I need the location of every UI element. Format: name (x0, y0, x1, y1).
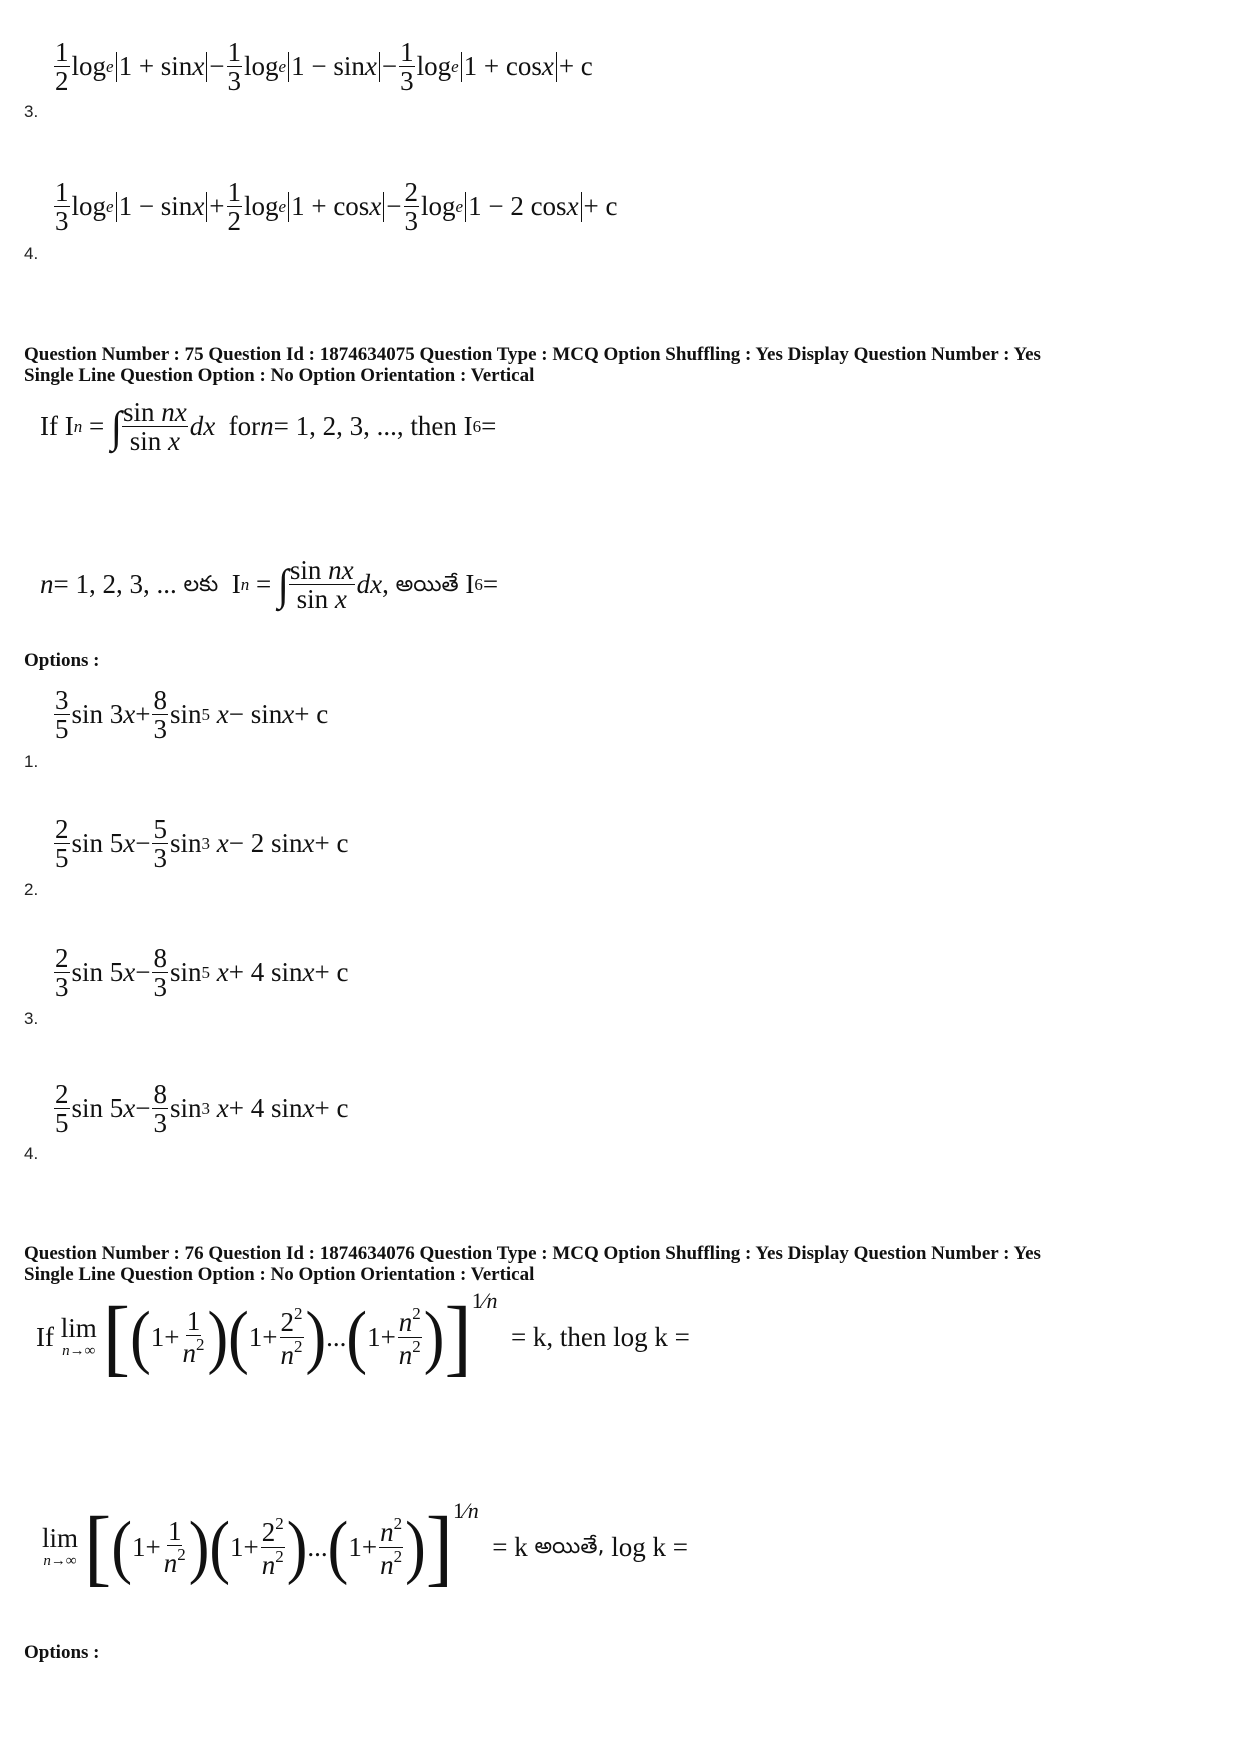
q76-telugu-word: అయితే, (534, 1534, 605, 1559)
q76-meta-line1: Question Number : 76 Question Id : 1874634076 Question Type : MCQ Option Shuffling : Yes Display Question Number : Yes (24, 1243, 1041, 1264)
q76-meta (24, 1243, 1041, 1285)
q76-question-english: If lim n→∞ [ ( 1+ $\frac{1}{n^2}$ ) ( 1+ $\frac{2^2}{n^2}$ ) ... ( 1+ $\frac{n^2}{n^2}$ ) ] 1⁄n = k, then log k = (36, 1288, 690, 1385)
prev-option-4-expression: $\frac{1}{3}$ log e 1 − sin x + $\frac{1}{2}$ log e 1 + cos x − $\frac{2}{3}$ log e 1 − 2 cos x + c (55, 177, 618, 237)
q75-options-label: Options : (24, 650, 100, 671)
q75-question-english: If I n = ∫ $\frac{\text{sin nx}}{\text{sin x}}$ dx for n = 1, 2, 3, ..., then I 6 = (40, 397, 497, 457)
q75-option-3-number: 3. (24, 1009, 39, 1028)
q76-meta-line2: Single Line Question Option : No Option Orientation : Vertical (24, 1264, 535, 1285)
q75-meta (24, 344, 1041, 386)
q75-meta-line1: Question Number : 75 Question Id : 1874634075 Question Type : MCQ Option Shuffling : Yes Display Question Number : Yes (24, 344, 1041, 365)
q75-option-3-expression[interactable]: $\frac{2}{3}$ sin 5 x − $\frac{8}{3}$ sin 5 x + 4 sin x + c (55, 943, 349, 1003)
q75-telugu-word2: అయితే (395, 571, 459, 597)
q75-option-4-number: 4. (24, 1144, 39, 1163)
q75-meta-line2: Single Line Question Option : No Option Orientation : Vertical (24, 365, 535, 386)
prev-option-3-number: 3. (24, 102, 39, 121)
q75-option-1-number: 1. (24, 752, 39, 771)
q75-option-2-expression[interactable]: $\frac{2}{5}$ sin 5 x − $\frac{5}{3}$ sin 3 x − 2 sin x + c (55, 814, 349, 874)
prev-option-3-expression: $\frac{1}{2}$ log e 1 + sin x − $\frac{1}{3}$ log e 1 − sin x − $\frac{1}{3}$ log e 1 + cos x + c (55, 37, 593, 97)
q75-question-telugu: n = 1, 2, 3, ... లకు I n = ∫ $\frac{\text{sin nx}}{\text{sin x}}$ dx , అయితే I 6 = (40, 555, 499, 615)
q75-option-2-number: 2. (24, 880, 39, 899)
q75-telugu-word1: లకు (183, 571, 219, 597)
prev-option-4-number: 4. (24, 244, 39, 263)
q75-option-1-expression[interactable]: $\frac{3}{5}$ sin 3 x + $\frac{8}{3}$ sin 5 x − sin x + c (55, 685, 329, 745)
q75-option-4-expression[interactable]: $\frac{2}{5}$ sin 5 x − $\frac{8}{3}$ sin 3 x + 4 sin x + c (55, 1079, 349, 1139)
q76-question-telugu: lim n→∞ [ ( 1+ $\frac{1}{n^2}$ ) ( 1+ $\frac{2^2}{n^2}$ ) ... ( 1+ $\frac{n^2}{n^2}$ ) ] 1⁄n = k అయితే, log k = (42, 1498, 688, 1595)
q76-options-label: Options : (24, 1642, 100, 1663)
